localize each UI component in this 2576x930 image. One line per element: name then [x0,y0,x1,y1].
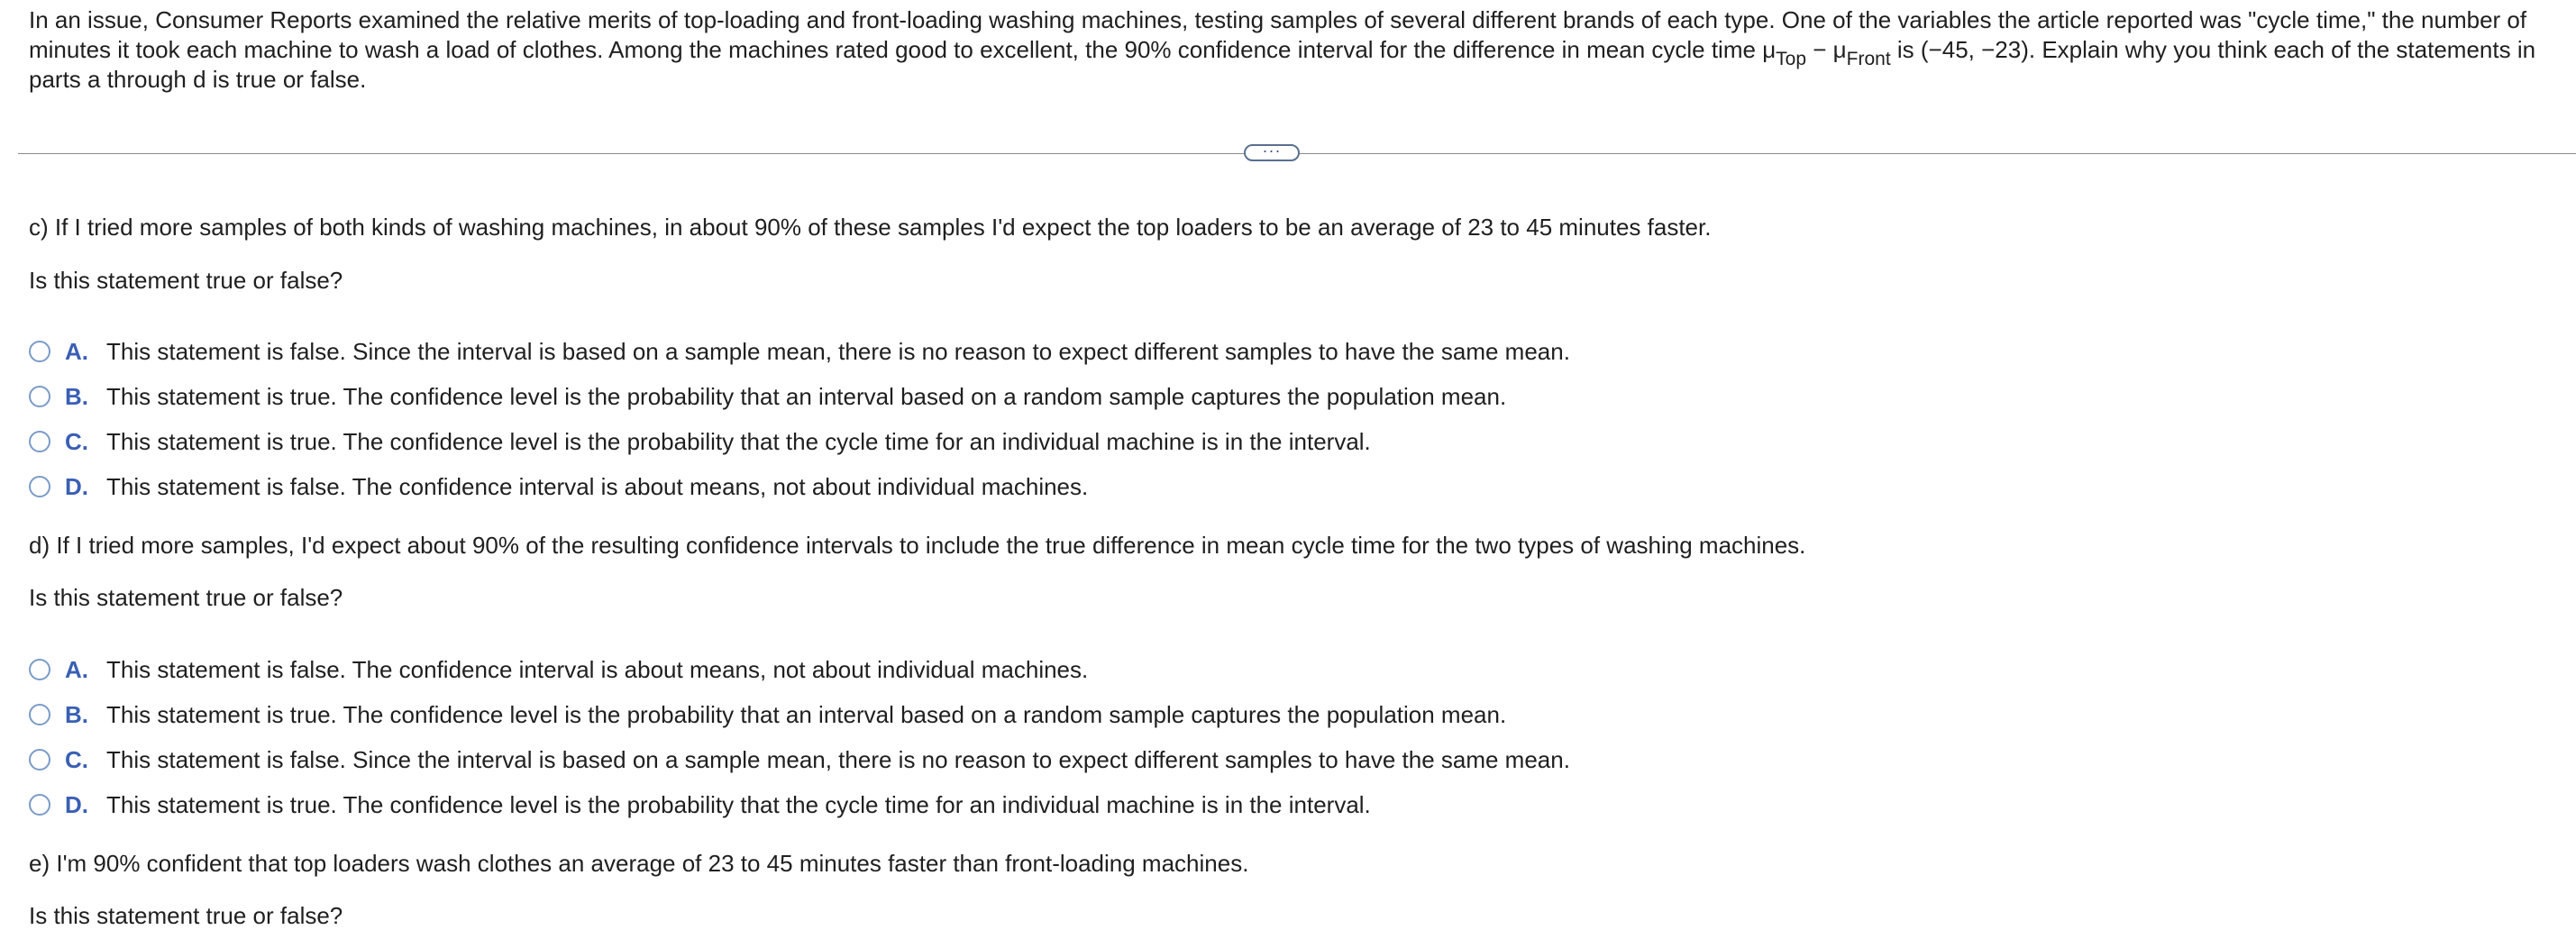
question-d-statement: d) If I tried more samples, I'd expect about 90% of the resulting confidence intervals to include the true difference in mean cycle time for the two types of washing machines. [29,532,1806,559]
option-text: This statement is false. The confidence interval is about means, not about individual machines. [106,655,1089,683]
radio-button[interactable] [29,749,50,770]
option-letter: D. [65,472,88,500]
option-letter: C. [65,745,88,773]
option-letter: D. [65,790,88,818]
option-text: This statement is true. The confidence level is the probability that an interval based on a random sample captures the population mean. [106,700,1507,728]
radio-button[interactable] [29,341,50,362]
radio-button[interactable] [29,476,50,497]
radio-button[interactable] [29,659,50,680]
option-text: This statement is false. Since the interval is based on a sample mean, there is no reason to expect different samples to have the same mean. [106,745,1570,773]
option-letter: B. [65,700,88,728]
question-d-prompt: Is this statement true or false? [29,584,343,611]
question-c-option-a[interactable] [29,335,1570,368]
question-c-option-d[interactable] [29,470,1088,503]
option-text: This statement is false. Since the interval is based on a sample mean, there is no reason to expect different samples to have the same mean. [106,337,1570,365]
option-letter: A. [65,337,88,365]
question-c-option-b[interactable] [29,380,1506,413]
radio-button[interactable] [29,794,50,816]
mu-symbol: μ [1762,36,1777,63]
question-d-option-c[interactable] [29,743,1570,776]
question-c-statement: c) If I tried more samples of both kinds of washing machines, in about 90% of these samples I'd expect the top loaders to be an average of 23 to 45 minutes faster. [29,214,1712,241]
question-e-statement: e) I'm 90% confident that top loaders wash clothes an average of 23 to 45 minutes faster than front-loading machines. [29,850,1249,877]
question-c-option-c[interactable] [29,425,1371,458]
ellipsis-icon: ··· [1262,141,1282,160]
option-text: This statement is true. The confidence level is the probability that the cycle time for an individual machine is in the interval. [106,790,1371,818]
option-letter: C. [65,427,88,455]
question-d-option-a[interactable] [29,653,1088,686]
intro-text-end: is (−45, −23). Explain why you think each of the statements in parts a through d is true or false. [29,36,2536,93]
option-letter: B. [65,382,88,410]
question-d-option-d[interactable] [29,789,1371,821]
mu-symbol: μ [1832,36,1847,63]
expand-button[interactable] [1244,141,1300,161]
subscript-front: Front [1846,49,1891,69]
intro-text: In an issue, Consumer Reports examined the relative merits of top-loading and front-loading washing machines, testing samples of several different brands of each type. One of the variables the article reported was "cycle time," the number of minutes it took each machine to wash a load of clothes. Among the machines rated good to excellent, the 90% confidence interval for the difference in mean cycle time [29,6,2527,63]
radio-button[interactable] [29,431,50,452]
option-text: This statement is true. The confidence level is the probability that an interval based on a random sample captures the population mean. [106,382,1507,410]
minus-sign: − [1806,36,1833,63]
radio-button[interactable] [29,386,50,407]
radio-button[interactable] [29,704,50,725]
question-c-prompt: Is this statement true or false? [29,267,343,294]
option-letter: A. [65,655,88,683]
problem-intro [29,5,2553,95]
subscript-top: Top [1776,49,1807,69]
question-e-prompt: Is this statement true or false? [29,902,343,929]
option-text: This statement is true. The confidence level is the probability that the cycle time for an individual machine is in the interval. [106,427,1371,455]
question-d-option-b[interactable] [29,698,1506,731]
option-text: This statement is false. The confidence interval is about means, not about individual machines. [106,472,1089,500]
